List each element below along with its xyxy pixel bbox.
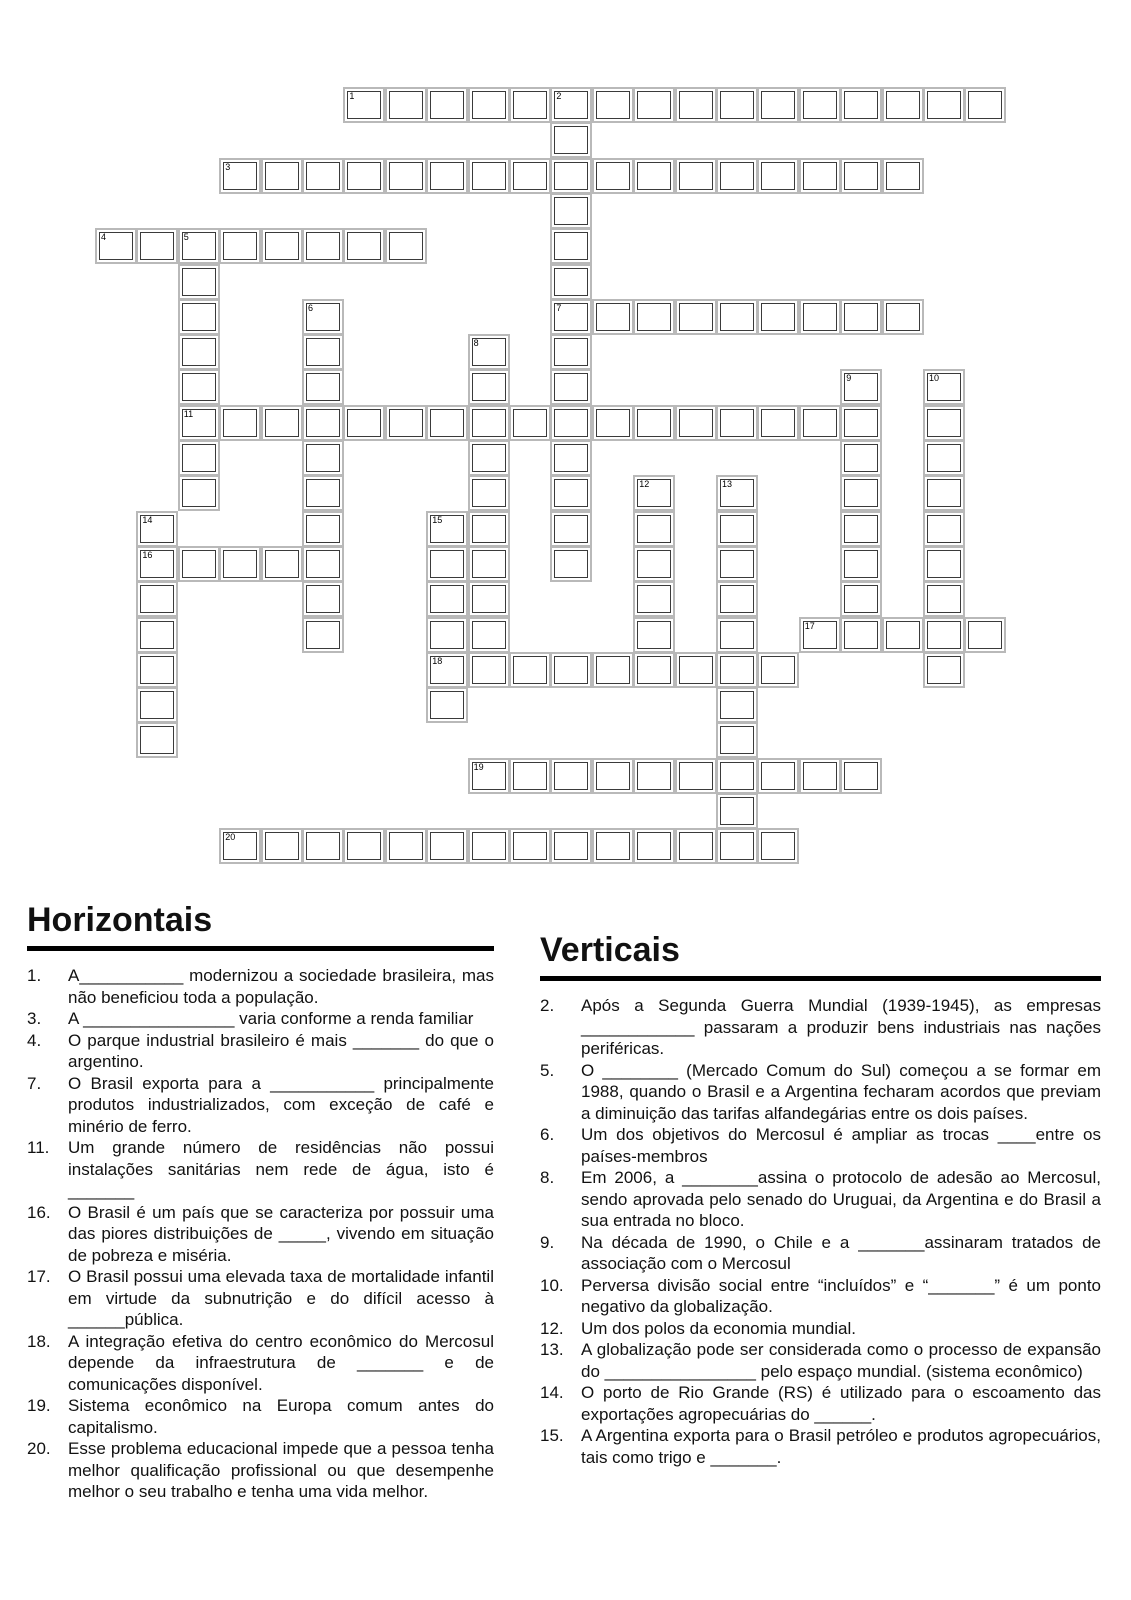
grid-cell[interactable] — [840, 87, 882, 123]
clue-number: 5. — [540, 1060, 555, 1080]
grid-cell[interactable] — [550, 546, 592, 582]
clue-number-label: 1 — [349, 91, 355, 101]
clue-item — [540, 1275, 1101, 1318]
grid-cell[interactable] — [840, 617, 882, 653]
grid-cell[interactable] — [592, 652, 634, 688]
grid-cell[interactable] — [633, 581, 675, 617]
grid-cell[interactable] — [343, 828, 385, 864]
grid-cell[interactable] — [302, 334, 344, 370]
grid-cell[interactable] — [426, 828, 468, 864]
grid-cell[interactable] — [343, 405, 385, 441]
clue-number-label: 5 — [183, 232, 189, 243]
grid-cell[interactable] — [178, 546, 220, 582]
grid-cell[interactable] — [716, 793, 758, 829]
clue-number-label: 8 — [473, 338, 479, 349]
clue-item — [540, 1382, 1101, 1425]
grid-cell[interactable] — [509, 158, 551, 194]
grid-cell[interactable] — [799, 758, 841, 794]
grid-cell[interactable] — [178, 228, 220, 264]
grid-cell[interactable] — [592, 87, 634, 123]
grid-cell[interactable] — [343, 87, 385, 123]
grid-cell[interactable] — [757, 828, 799, 864]
grid-cell[interactable] — [385, 87, 427, 123]
grid-cell[interactable] — [426, 405, 468, 441]
grid-cell[interactable] — [550, 228, 592, 264]
grid-cell[interactable] — [882, 299, 924, 335]
grid-cell[interactable] — [923, 652, 965, 688]
grid-cell[interactable] — [923, 87, 965, 123]
grid-cell[interactable] — [385, 228, 427, 264]
grid-cell[interactable] — [468, 475, 510, 511]
grid-cell[interactable] — [550, 475, 592, 511]
clue-number: 8. — [540, 1168, 555, 1187]
grid-cell[interactable] — [716, 581, 758, 617]
grid-cell[interactable] — [178, 264, 220, 300]
grid-cell[interactable] — [426, 652, 468, 688]
grid-cell[interactable] — [468, 87, 510, 123]
grid-cell[interactable] — [509, 652, 551, 688]
grid-cell[interactable] — [178, 334, 220, 370]
grid-cell[interactable] — [633, 405, 675, 441]
grid-cell[interactable] — [550, 828, 592, 864]
clue-number: 20. — [27, 1439, 51, 1458]
grid-cell[interactable] — [840, 758, 882, 794]
clue-number-label: 10 — [929, 373, 940, 384]
grid-cell[interactable] — [509, 758, 551, 794]
clue-number: 17. — [27, 1267, 51, 1286]
clue-item — [540, 1425, 1101, 1468]
clue-text: Após a Segunda Guerra Mundial (1939-1945), as empresas ____________ passaram a produzir bens industriais nas nações periféricas. — [581, 996, 1101, 1058]
clue-text: O ________ (Mercado Comum do Sul) começou a se formar em 1988, quando o Brasil e a Argentina fecharam acordos que previam a diminuição das tarifas alfandegárias entre os dois países. — [581, 1060, 1101, 1123]
grid-cell[interactable] — [385, 158, 427, 194]
clue-item — [27, 1331, 494, 1396]
verticais-rule — [540, 976, 1101, 981]
grid-cell[interactable] — [757, 299, 799, 335]
grid-cell[interactable] — [261, 228, 303, 264]
grid-cell[interactable] — [550, 405, 592, 441]
grid-cell[interactable] — [136, 722, 178, 758]
clue-item — [27, 1030, 494, 1073]
grid-cell[interactable] — [757, 652, 799, 688]
grid-cell[interactable] — [592, 828, 634, 864]
clue-number-label: 17 — [804, 620, 815, 631]
grid-cell[interactable] — [426, 87, 468, 123]
grid-cell[interactable] — [633, 158, 675, 194]
grid-cell[interactable] — [136, 652, 178, 688]
clue-item — [27, 1395, 494, 1438]
clue-text: A Argentina exporta para o Brasil petróleo e produtos agropecuários, tais como trigo e _______. — [581, 1426, 1101, 1467]
grid-cell[interactable] — [633, 299, 675, 335]
grid-cell[interactable] — [840, 299, 882, 335]
grid-cell[interactable] — [426, 511, 468, 547]
grid-cell[interactable] — [550, 158, 592, 194]
clue-number: 11. — [27, 1138, 50, 1157]
grid-cell[interactable] — [799, 87, 841, 123]
grid-cell[interactable] — [840, 475, 882, 511]
clue-text: Perversa divisão social entre “incluídos” e “_______” é um ponto negativo da globalização. — [581, 1275, 1101, 1316]
grid-cell[interactable] — [633, 546, 675, 582]
grid-cell[interactable] — [426, 581, 468, 617]
verticais-section — [540, 930, 1101, 1468]
grid-cell[interactable] — [550, 758, 592, 794]
clue-number-label: 20 — [225, 832, 236, 843]
clue-text: Na década de 1990, o Chile e a _______assinaram tratados de associação com o Mercosul — [581, 1232, 1101, 1273]
grid-cell[interactable] — [261, 405, 303, 441]
verticais-title: Verticais — [540, 931, 680, 969]
grid-cell[interactable] — [178, 475, 220, 511]
grid-cell[interactable] — [136, 581, 178, 617]
clue-number: 14. — [540, 1383, 564, 1402]
clue-number: 6. — [540, 1125, 555, 1144]
grid-cell[interactable] — [882, 617, 924, 653]
clue-number-label: 15 — [432, 514, 443, 525]
grid-cell[interactable] — [550, 440, 592, 476]
grid-cell[interactable] — [468, 546, 510, 582]
grid-cell[interactable] — [923, 369, 965, 405]
grid-cell[interactable] — [426, 687, 468, 723]
grid-cell[interactable] — [799, 299, 841, 335]
grid-cell[interactable] — [633, 652, 675, 688]
clue-item — [27, 1008, 494, 1030]
grid-cell[interactable] — [882, 158, 924, 194]
clue-number: 9. — [540, 1232, 555, 1252]
grid-cell[interactable] — [716, 158, 758, 194]
grid-cell[interactable] — [757, 158, 799, 194]
clue-text: A___________ modernizou a sociedade brasileira, mas não beneficiou toda a população. — [68, 966, 494, 1007]
clue-number-label: 14 — [142, 514, 153, 525]
grid-cell[interactable] — [261, 546, 303, 582]
clue-item — [540, 1318, 1101, 1340]
clue-item — [27, 1438, 494, 1503]
clue-item — [27, 1266, 494, 1331]
clue-number-label: 7 — [556, 302, 562, 313]
clue-text: Em 2006, a ________assina o protocolo de adesão ao Mercosul, sendo aprovada pelo senado do Uruguai, da Argentina e do Brasil a sua entrada no bloco. — [581, 1168, 1101, 1230]
clue-item — [27, 1202, 494, 1267]
clue-number: 2. — [540, 996, 555, 1015]
grid-cell[interactable] — [468, 758, 510, 794]
grid-cell[interactable] — [136, 546, 178, 582]
clue-number-label: 16 — [142, 549, 153, 560]
grid-cell[interactable] — [716, 687, 758, 723]
grid-cell[interactable] — [716, 511, 758, 547]
clue-item — [540, 1167, 1101, 1232]
clue-number: 7. — [27, 1073, 42, 1093]
grid-cell[interactable] — [550, 299, 592, 335]
grid-cell[interactable] — [840, 369, 882, 405]
clue-number: 13. — [540, 1340, 564, 1359]
grid-cell[interactable] — [302, 581, 344, 617]
grid-cell[interactable] — [675, 405, 717, 441]
clue-item — [27, 1137, 494, 1202]
grid-cell[interactable] — [468, 652, 510, 688]
grid-cell[interactable] — [592, 405, 634, 441]
grid-cell[interactable] — [302, 440, 344, 476]
verticais-clue-list — [540, 995, 1101, 1468]
grid-cell[interactable] — [964, 87, 1006, 123]
grid-cell[interactable] — [757, 87, 799, 123]
clue-number: 10. — [540, 1275, 564, 1295]
grid-cell[interactable] — [509, 828, 551, 864]
grid-cell[interactable] — [550, 87, 592, 123]
clue-number-label: 11 — [183, 408, 194, 419]
clue-item — [540, 1339, 1101, 1382]
grid-cell[interactable] — [716, 828, 758, 864]
grid-cell[interactable] — [219, 546, 261, 582]
grid-cell[interactable] — [468, 334, 510, 370]
grid-cell[interactable] — [882, 87, 924, 123]
clue-text: Sistema econômico na Europa comum antes do capitalismo. — [68, 1396, 494, 1437]
grid-cell[interactable] — [757, 405, 799, 441]
horizontais-title: Horizontais — [27, 901, 213, 939]
horizontais-rule — [27, 946, 494, 951]
grid-cell[interactable] — [550, 264, 592, 300]
clue-number-label: 6 — [308, 302, 314, 313]
grid-cell[interactable] — [757, 758, 799, 794]
grid-cell[interactable] — [633, 758, 675, 794]
clue-text: Um dos polos da economia mundial. — [581, 1318, 856, 1338]
grid-cell[interactable] — [840, 158, 882, 194]
clue-text: A integração efetiva do centro econômico do Mercosul depende da infraestrutura de _______ e de comunicações disponível. — [68, 1331, 494, 1394]
grid-cell[interactable] — [468, 369, 510, 405]
grid-cell[interactable] — [675, 299, 717, 335]
grid-cell[interactable] — [468, 405, 510, 441]
grid-cell[interactable] — [675, 87, 717, 123]
clue-item — [540, 1060, 1101, 1125]
grid-cell[interactable] — [468, 828, 510, 864]
grid-cell[interactable] — [592, 158, 634, 194]
clue-text: A ________________ varia conforme a renda familiar — [68, 1009, 474, 1028]
grid-cell[interactable] — [716, 87, 758, 123]
grid-cell[interactable] — [261, 828, 303, 864]
grid-cell[interactable] — [302, 546, 344, 582]
grid-cell[interactable] — [302, 228, 344, 264]
grid-cell[interactable] — [178, 369, 220, 405]
grid-cell[interactable] — [840, 581, 882, 617]
grid-cell[interactable] — [343, 158, 385, 194]
grid-cell[interactable] — [716, 546, 758, 582]
grid-cell[interactable] — [633, 828, 675, 864]
clue-item — [27, 965, 494, 1008]
clue-text: Um grande número de residências não possui instalações sanitárias nem rede de água, isto é _______ — [68, 1138, 494, 1200]
grid-cell[interactable] — [136, 228, 178, 264]
clue-text: O Brasil exporta para a ___________ principalmente produtos industrializados, com exceção de café e minério de ferro. — [68, 1073, 494, 1136]
grid-cell[interactable] — [716, 722, 758, 758]
grid-cell[interactable] — [468, 440, 510, 476]
clue-number: 12. — [540, 1318, 564, 1338]
grid-cell[interactable] — [550, 122, 592, 158]
clue-number-label: 2 — [556, 91, 562, 101]
clue-number-label: 13 — [722, 479, 733, 490]
grid-cell[interactable] — [219, 158, 261, 194]
grid-cell[interactable] — [426, 617, 468, 653]
grid-cell[interactable] — [550, 334, 592, 370]
grid-cell[interactable] — [302, 299, 344, 335]
grid-cell[interactable] — [302, 369, 344, 405]
grid-cell[interactable] — [964, 617, 1006, 653]
clue-number-label: 4 — [101, 232, 107, 243]
grid-cell[interactable] — [716, 758, 758, 794]
grid-cell[interactable] — [675, 828, 717, 864]
grid-cell[interactable] — [716, 299, 758, 335]
grid-cell[interactable] — [136, 511, 178, 547]
clue-item — [540, 1232, 1101, 1275]
grid-cell[interactable] — [716, 652, 758, 688]
grid-cell[interactable] — [136, 617, 178, 653]
grid-cell[interactable] — [385, 828, 427, 864]
grid-cell[interactable] — [923, 440, 965, 476]
clue-number-label: 19 — [473, 761, 484, 772]
grid-cell[interactable] — [716, 475, 758, 511]
grid-cell[interactable] — [633, 475, 675, 511]
clue-text: A globalização pode ser considerada como o processo de expansão do ________________ pelo espaço mundial. (sistema econômico) — [581, 1340, 1101, 1381]
clue-item — [540, 995, 1101, 1060]
grid-cell[interactable] — [343, 228, 385, 264]
grid-cell[interactable] — [923, 581, 965, 617]
clue-text: Esse problema educacional impede que a pessoa tenha melhor qualificação profissional ou que desempenhe melhor o seu trabalho e tenha uma vida melhor. — [68, 1439, 494, 1501]
clue-number: 18. — [27, 1331, 51, 1351]
grid-cell[interactable] — [923, 405, 965, 441]
grid-cell[interactable] — [840, 440, 882, 476]
grid-cell[interactable] — [95, 228, 137, 264]
grid-cell[interactable] — [302, 828, 344, 864]
grid-cell[interactable] — [219, 228, 261, 264]
grid-cell[interactable] — [633, 511, 675, 547]
clue-number-label: 18 — [432, 655, 443, 666]
grid-cell[interactable] — [633, 87, 675, 123]
grid-cell[interactable] — [302, 405, 344, 441]
grid-cell[interactable] — [592, 299, 634, 335]
grid-cell[interactable] — [468, 617, 510, 653]
grid-cell[interactable] — [923, 475, 965, 511]
grid-cell[interactable] — [426, 158, 468, 194]
clue-number: 3. — [27, 1009, 42, 1028]
grid-cell[interactable] — [509, 87, 551, 123]
horizontais-clue-list — [27, 965, 494, 1503]
clue-number: 19. — [27, 1396, 51, 1415]
grid-cell[interactable] — [550, 193, 592, 229]
grid-cell[interactable] — [426, 546, 468, 582]
clue-text: O Brasil é um país que se caracteriza por possuir uma das piores distribuições de _____, vivendo em situação de pobreza e miséria. — [68, 1202, 494, 1265]
grid-cell[interactable] — [840, 546, 882, 582]
clue-number-label: 12 — [639, 479, 650, 490]
grid-cell[interactable] — [923, 511, 965, 547]
grid-cell[interactable] — [136, 687, 178, 723]
grid-cell[interactable] — [302, 475, 344, 511]
grid-cell[interactable] — [716, 405, 758, 441]
clue-number-label: 9 — [846, 373, 852, 384]
clue-item — [27, 1073, 494, 1138]
grid-cell[interactable] — [302, 511, 344, 547]
clue-text: O Brasil possui uma elevada taxa de mortalidade infantil em virtude da subnutrição e do difícil acesso à ______pública. — [68, 1267, 494, 1329]
clue-item — [540, 1124, 1101, 1167]
grid-cell[interactable] — [840, 405, 882, 441]
grid-cell[interactable] — [302, 158, 344, 194]
grid-cell[interactable] — [550, 511, 592, 547]
grid-cell[interactable] — [468, 158, 510, 194]
grid-cell[interactable] — [550, 652, 592, 688]
grid-cell[interactable] — [675, 652, 717, 688]
grid-cell[interactable] — [302, 617, 344, 653]
grid-cell[interactable] — [385, 405, 427, 441]
grid-cell[interactable] — [923, 546, 965, 582]
clue-number: 16. — [27, 1202, 51, 1222]
grid-cell[interactable] — [675, 758, 717, 794]
grid-cell[interactable] — [219, 405, 261, 441]
grid-cell[interactable] — [178, 405, 220, 441]
grid-cell[interactable] — [716, 617, 758, 653]
horizontais-section — [27, 900, 494, 1540]
clue-text: Um dos objetivos do Mercosul é ampliar as trocas ____entre os países-membros — [581, 1125, 1101, 1166]
clue-text: O parque industrial brasileiro é mais _______ do que o argentino. — [68, 1030, 494, 1071]
grid-cell[interactable] — [261, 158, 303, 194]
grid-cell[interactable] — [468, 581, 510, 617]
grid-cell[interactable] — [799, 405, 841, 441]
grid-cell[interactable] — [509, 405, 551, 441]
grid-cell[interactable] — [178, 299, 220, 335]
clue-number: 4. — [27, 1030, 42, 1050]
clue-number: 1. — [27, 966, 42, 985]
clue-number: 15. — [540, 1426, 564, 1445]
grid-cell[interactable] — [633, 617, 675, 653]
grid-cell[interactable] — [799, 617, 841, 653]
grid-cell[interactable] — [923, 617, 965, 653]
grid-cell[interactable] — [799, 158, 841, 194]
clue-text: O porto de Rio Grande (RS) é utilizado para o escoamento das exportações agropecuárias do ______. — [581, 1383, 1101, 1424]
grid-cell[interactable] — [592, 758, 634, 794]
clue-number-label: 3 — [225, 161, 231, 172]
grid-cell[interactable] — [675, 158, 717, 194]
grid-cell[interactable] — [178, 440, 220, 476]
grid-cell[interactable] — [219, 828, 261, 864]
grid-cell[interactable] — [840, 511, 882, 547]
grid-cell[interactable] — [550, 369, 592, 405]
grid-cell[interactable] — [468, 511, 510, 547]
